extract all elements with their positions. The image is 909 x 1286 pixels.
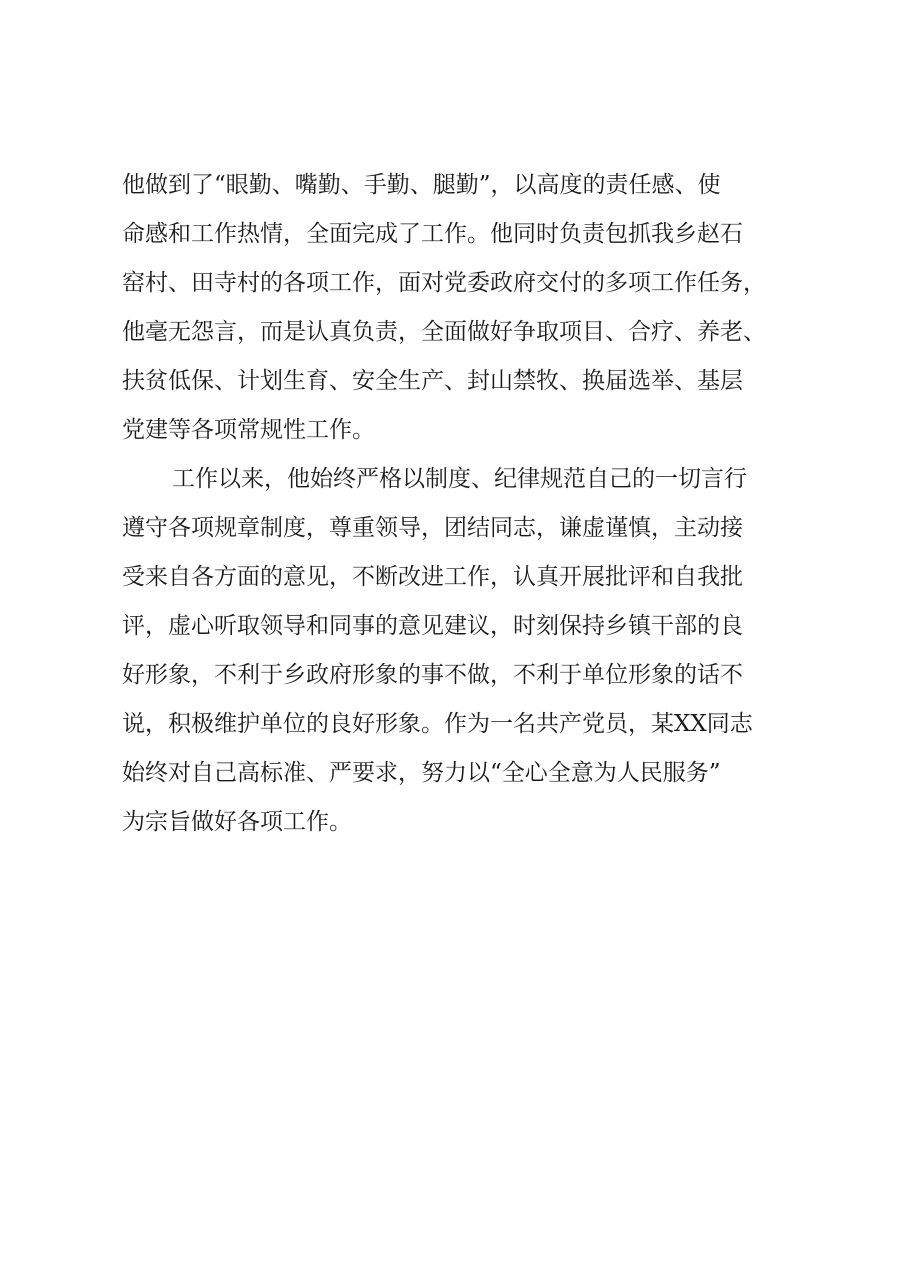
paragraph-1-line-5: 扶贫低保、计划生育、安全生产、封山禁牧、换届选举、基层 — [122, 368, 743, 394]
paragraph-2-line-7: 始终对自己高标准、严要求，努力以“全心全意为人民服务” — [122, 760, 721, 786]
paragraph-1-line-1: 他做到了“眼勤、嘴勤、手勤、腿勤”，以高度的责任感、使 — [122, 172, 721, 198]
paragraph-2-line-6: 说，积极维护单位的良好形象。作为一名共产党员，某XX同志 — [122, 711, 753, 737]
paragraph-1-line-4: 他毫无怨言，而是认真负责，全面做好争取项目、合疗、养老、 — [122, 319, 766, 345]
paragraph-2-line-4: 评，虚心听取领导和同事的意见建议，时刻保持乡镇干部的良 — [122, 613, 743, 639]
paragraph-1-line-6: 党建等各项常规性工作。 — [122, 417, 375, 443]
paragraph-1-line-3: 窑村、田寺村的各项工作，面对党委政府交付的多项工作任务， — [122, 270, 766, 296]
paragraph-2-line-2: 遵守各项规章制度，尊重领导，团结同志，谦虚谨慎，主动接 — [122, 515, 743, 541]
paragraph-2-line-3: 受来自各方面的意见，不断改进工作，认真开展批评和自我批 — [122, 564, 743, 590]
paragraph-2-line-8: 为宗旨做好各项工作。 — [122, 809, 352, 835]
paragraph-2-line-1: 工作以来，他始终严格以制度、纪律规范自己的一切言行 — [172, 466, 747, 492]
paragraph-1-line-2: 命感和工作热情，全面完成了工作。他同时负责包抓我乡赵石 — [122, 221, 743, 247]
paragraph-2-line-5: 好形象，不利于乡政府形象的事不做，不利于单位形象的话不 — [122, 662, 743, 688]
